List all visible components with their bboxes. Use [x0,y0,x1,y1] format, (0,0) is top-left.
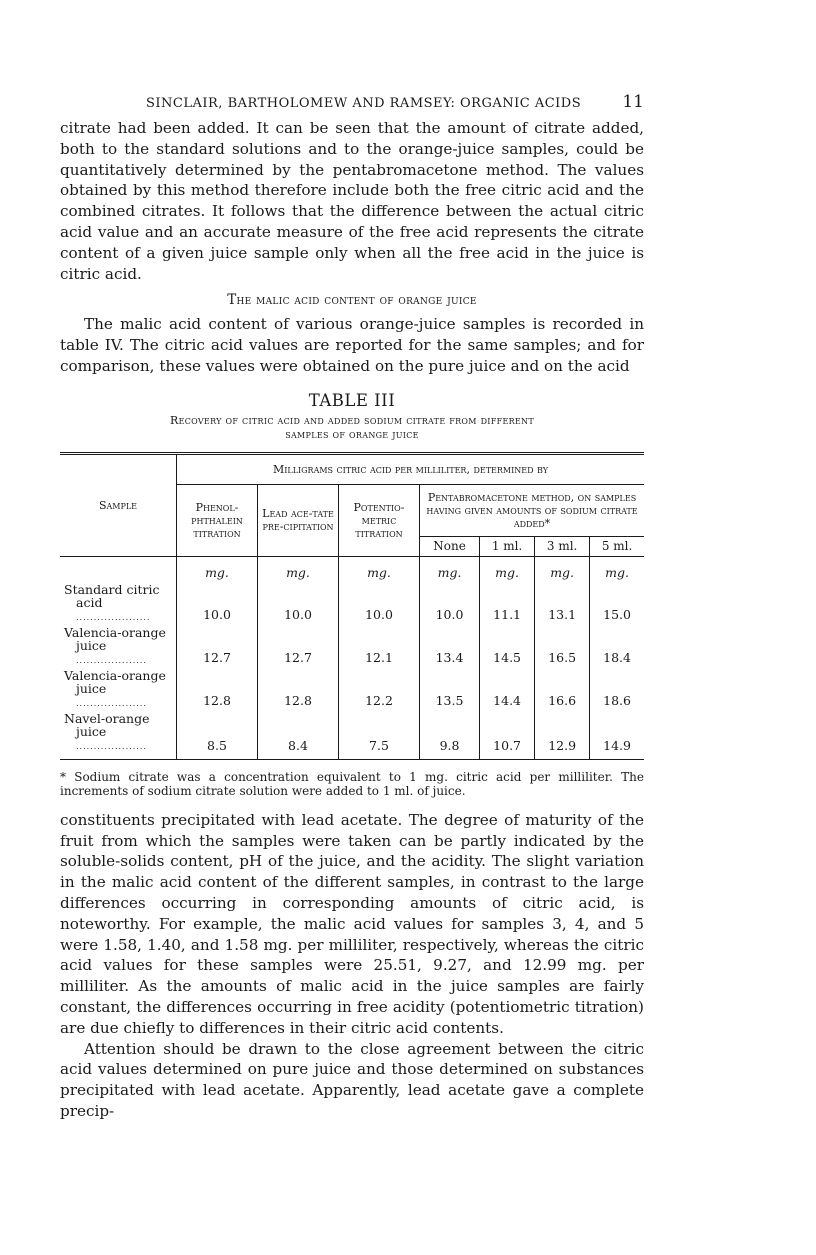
value-cell: 12.8 [177,668,258,711]
sample-cell: Valencia-orange juice .................... [60,625,177,668]
data-table [60,452,644,760]
sample-cell: Standard citric acid ..................... [60,582,177,625]
unit-cell: mg. [177,556,258,582]
value-cell: 12.7 [177,625,258,668]
value-cell: 12.8 [258,668,339,711]
value-cell: 11.1 [480,582,535,625]
value-cell: 16.5 [535,625,590,668]
value-cell: 12.7 [258,625,339,668]
unit-cell: mg. [420,556,480,582]
paragraph-1: citrate had been added. It can be seen that the amount of citrate added, both to the standard solutions and to the orange-juice samples, could be quantitatively determined by the pentabromacetone method. The values obtained by this method therefore include both the free citric acid and the combined citrates. It follows that the difference between the actual citric acid value and an accurate measure of the free acid represents the citrate content of a given juice sample only when all the free acid in the juice is citric acid. [60,119,644,283]
value-cell: 18.4 [590,625,644,668]
sub-col-1ml: 1 ml. [480,536,535,556]
value-cell: 10.0 [420,582,480,625]
value-cell: 14.5 [480,625,535,668]
sample-name-line-1: Navel-orange [64,710,150,726]
unit-cell: mg. [590,556,644,582]
value-cell: 8.4 [258,711,339,760]
value-cell: 7.5 [339,711,420,760]
units-row [60,556,644,582]
value-cell: 12.9 [535,711,590,760]
unit-cell: mg. [339,556,420,582]
unit-cell: mg. [535,556,590,582]
table-footnote: * Sodium citrate was a concentration equivalent to 1 mg. citric acid per milliliter. The increments of sodium citrate solution were added to 1 ml. of juice. [60,769,644,798]
sample-name-line-1: Valencia-orange [64,667,166,683]
col-header-penta: Pentabromacetone method, on samples having given amounts of sodium citrate added* [420,484,645,536]
value-cell: 8.5 [177,711,258,760]
table-row [60,625,644,668]
unit-cell: mg. [480,556,535,582]
table-row [60,582,644,625]
value-cell: 18.6 [590,668,644,711]
table-row [60,668,644,711]
sample-cell: Navel-orange juice .................... [60,711,177,760]
table-caption-line-2: samples of orange juice [285,427,419,441]
sample-name-line-2: juice [76,680,107,696]
page-number: 11 [622,92,644,112]
running-head-title: SINCLAIR, BARTHOLOMEW AND RAMSEY: ORGANIC ACIDS [146,96,582,111]
col-header-group: Milligrams citric acid per milliliter, determined by [177,453,645,484]
paragraph-2: The malic acid content of various orange-juice samples is recorded in table IV. The citric acid values are reported for the same samples; and for comparison, these values were obtained on the pure juice and on the acid [60,315,644,375]
col-header-lead: Lead ace-tate pre-cipitation [258,484,339,556]
paragraph-3: constituents precipitated with lead acetate. The degree of maturity of the fruit from which the samples were taken can be partly indicated by the soluble-solids content, pH of the juice, and the acidity. The slight variation in the malic acid content of the different samples, in contrast to the large differences occurring in corresponding amounts of citric acid, is noteworthy. For example, the malic acid values for samples 3, 4, and 5 were 1.58, 1.40, and 1.58 mg. per milliliter, respectively, whereas the citric acid values for these samples were 25.51, 9.27, and 12.99 mg. per milliliter. As the amounts of malic acid in the juice samples are fairly constant, the differences occurring in free acidity (potentiometric titration) are due chiefly to differences in their citric acid contents. [60,810,644,1037]
value-cell: 10.0 [258,582,339,625]
value-cell: 14.9 [590,711,644,760]
running-head [60,92,644,118]
value-cell: 10.7 [480,711,535,760]
value-cell: 14.4 [480,668,535,711]
sample-cell: Valencia-orange juice .................... [60,668,177,711]
value-cell: 15.0 [590,582,644,625]
col-header-sample: Sample [60,453,177,556]
table-title: TABLE III [308,390,396,410]
table-caption [60,414,644,442]
value-cell: 9.8 [420,711,480,760]
value-cell: 12.1 [339,625,420,668]
value-cell: 12.2 [339,668,420,711]
value-cell: 10.0 [339,582,420,625]
col-header-phenol: Phenol-phthalein titration [177,484,258,556]
sample-name-line-2: juice [76,637,107,653]
table-caption-line-1: Recovery of citric acid and added sodium citrate from different [169,413,534,427]
table-row [60,711,644,760]
col-header-potentio: Potentio-metric titration [339,484,420,556]
value-cell: 16.6 [535,668,590,711]
unit-cell: mg. [258,556,339,582]
sub-col-none: None [420,536,480,556]
paragraph-4: Attention should be drawn to the close agreement between the citric acid values determined on pure juice and those determined on substances precipitated with lead acetate. Apparently, lead acetate gave a complete precip- [60,1039,644,1120]
value-cell: 13.1 [535,582,590,625]
section-heading: The malic acid content of orange juice [227,292,477,309]
sub-col-5ml: 5 ml. [590,536,644,556]
value-cell: 13.4 [420,625,480,668]
value-cell: 13.5 [420,668,480,711]
sample-name-line-2: acid [76,594,103,610]
sample-name-line-2: juice [76,723,107,739]
page [60,92,644,1122]
sample-name-line-1: Standard citric [64,581,160,597]
sub-col-3ml: 3 ml. [535,536,590,556]
value-cell: 10.0 [177,582,258,625]
sample-name-line-1: Valencia-orange [64,624,166,640]
